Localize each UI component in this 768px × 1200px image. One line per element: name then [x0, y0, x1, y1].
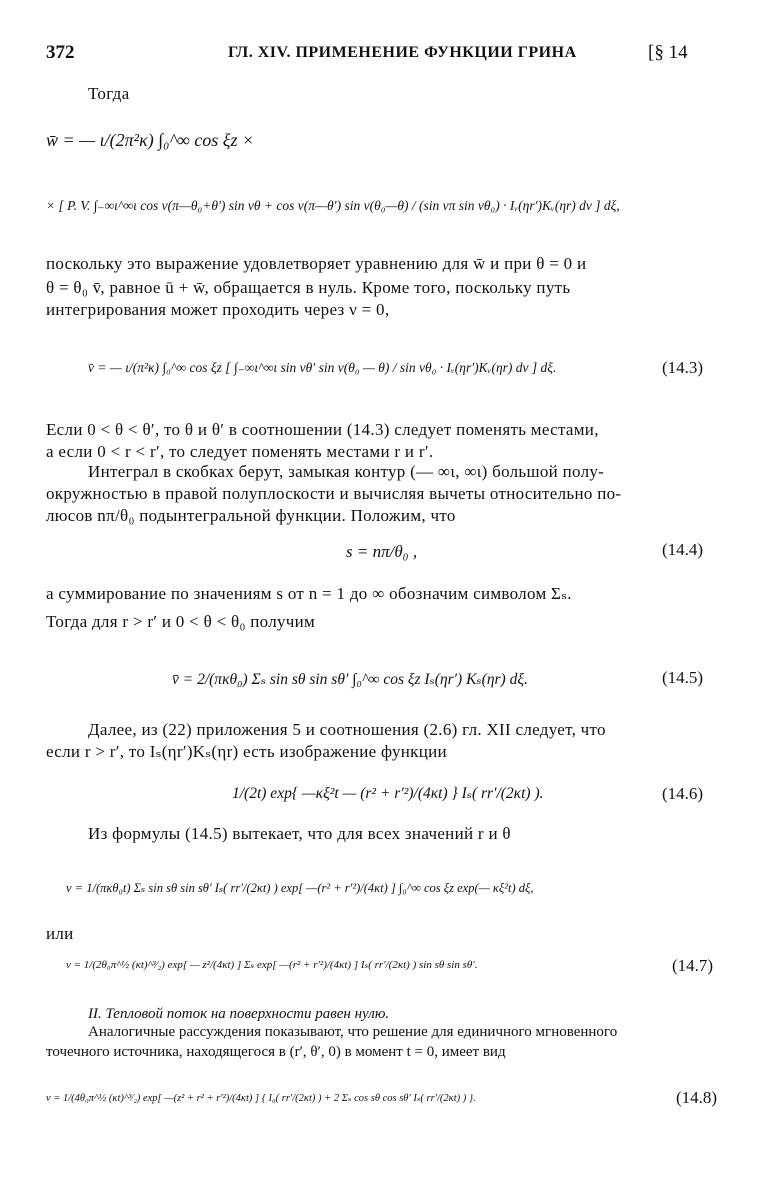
equation-number: (14.8)	[676, 1088, 718, 1107]
equation-number: (14.4)	[662, 540, 704, 559]
paragraph-text: интегрирования может проходить через ν = 0,	[46, 300, 390, 319]
paragraph-text: люсов nπ/θ₀ подынтегральной функции. Положим, что	[46, 506, 456, 525]
running-title: ГЛ. XIV. ПРИМЕНЕНИЕ ФУНКЦИИ ГРИНА	[228, 44, 577, 61]
paragraph-text: Далее, из (22) приложения 5 и соотношения (2.6) гл. XII следует, что	[88, 720, 606, 739]
equation-w-line2: × [ P. V. ∫₋∞ι^∞ι cos ν(π—θ₀+θ′) sin νθ + cos ν(π—θ′) sin ν(θ₀—θ) / (sin νπ sin νθ₀) · Iᵥ(ηr′)Kᵥ(ηr) dν ] dξ,	[46, 198, 620, 213]
paragraph-text: точечного источника, находящегося в (r′, θ′, 0) в момент t = 0, имеет вид	[46, 1044, 506, 1060]
paragraph-text: Если 0 < θ < θ′, то θ и θ′ в соотношении (14.3) следует поменять местами,	[46, 420, 599, 439]
paragraph-text: а суммирование по значениям s от n = 1 до ∞ обозначим символом Σₛ.	[46, 584, 572, 603]
paragraph-text: поскольку это выражение удовлетворяет уравнению для w̄ и при θ = 0 и	[46, 254, 587, 273]
equation-14-3: v̄ = — ι/(π²κ) ∫₀^∞ cos ξz [ ∫₋∞ι^∞ι sin νθ′ sin ν(θ₀ — θ) / sin νθ₀ · Iᵥ(ηr′)Kᵥ(ηr) dν ] dξ.	[88, 360, 557, 375]
page-number: 372	[46, 42, 75, 63]
paragraph-text: или	[46, 924, 74, 943]
paragraph-text: окружностью в правой полуплоскости и вычисляя вычеты относительно по-	[46, 484, 622, 503]
equation-w-line1: w̄ = — ι/(2π²κ) ∫₀^∞ cos ξz ×	[46, 130, 255, 150]
section-ref: [§ 14	[648, 42, 688, 63]
equation-number: (14.7)	[672, 956, 714, 975]
paragraph-text: Аналогичные рассуждения показывают, что решение для единичного мгновенного	[88, 1024, 618, 1040]
paragraph-text: Тогда	[88, 84, 130, 103]
paragraph-text: Тогда для r > r′ и 0 < θ < θ₀ получим	[46, 612, 316, 631]
paragraph-text: Интеграл в скобках берут, замыкая контур (— ∞ι, ∞ι) большой полу-	[88, 462, 605, 481]
equation-number: (14.6)	[662, 784, 704, 803]
paragraph-text: θ = θ₀ v̄, равное ū + w̄, обращается в нуль. Кроме того, поскольку путь	[46, 278, 571, 297]
equation-14-7: v = 1/(2θ₀π^½ (κt)^³⁄₂) exp[ — z²/(4κt) ] Σₛ exp[ —(r² + r′²)/(4κt) ] Iₛ( rr′/(2κt) ) sin sθ sin sθ′.	[66, 959, 478, 971]
equation-v-series: v = 1/(πκθ₀t) Σₛ sin sθ sin sθ′ Iₛ( rr′/(2κt) ) exp[ —(r² + r′²)/(4κt) ] ∫₀^∞ cos ξz exp(— κξ²t) dξ,	[66, 881, 534, 895]
equation-number: (14.5)	[662, 668, 704, 687]
equation-number: (14.3)	[662, 358, 704, 377]
equation-14-4: s = nπ/θ₀ ,	[346, 542, 418, 561]
equation-14-8: v = 1/(4θ₀π^½ (κt)^³⁄₂) exp[ —(z² + r² + r′²)/(4κt) ] { I₀( rr′/(2κt) ) + 2 Σₛ cos sθ cos sθ′ Iₛ( rr′/(2κt) ) }.	[46, 1093, 476, 1104]
paragraph-text: Из формулы (14.5) вытекает, что для всех значений r и θ	[88, 824, 511, 843]
section-title: II. Тепловой поток на поверхности равен нулю.	[88, 1006, 390, 1022]
paragraph-text: если r > r′, то Iₛ(ηr′)Kₛ(ηr) есть изображение функции	[46, 742, 447, 761]
equation-14-5: v̄ = 2/(πκθ₀) Σₛ sin sθ sin sθ′ ∫₀^∞ cos ξz Iₛ(ηr′) Kₛ(ηr) dξ.	[172, 671, 528, 688]
equation-14-6: 1/(2t) exp{ —κξ²t — (r² + r′²)/(4κt) } Iₛ( rr′/(2κt) ).	[232, 785, 544, 802]
paragraph-text: а если 0 < r < r′, то следует поменять местами r и r′.	[46, 442, 434, 461]
